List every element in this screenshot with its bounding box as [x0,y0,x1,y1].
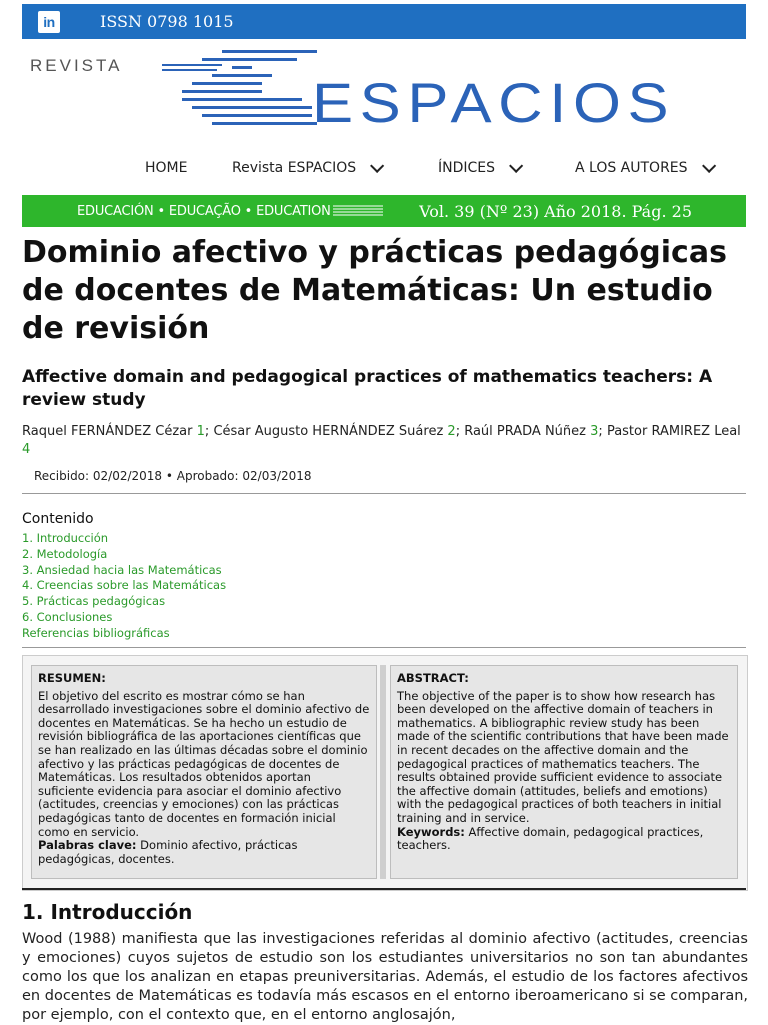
abstract-heading: ABSTRACT: [397,671,469,685]
abstract-keywords-label: Keywords: [397,824,465,839]
chevron-down-icon [702,159,716,173]
logo-revista-text: REVISTA [30,56,123,75]
logo-speed-lines-icon [162,48,322,138]
author-ref-link[interactable]: 4 [22,442,31,457]
resumen-panel [31,665,377,879]
section-label: EDUCACIÓN • EDUCAÇÃO • EDUCATION [77,203,331,219]
toc-title: Contenido [22,511,94,527]
nav-item-revista[interactable]: Revista ESPACIOS [232,160,380,176]
section-lines-icon [333,204,383,218]
divider [22,493,746,494]
main-nav [0,158,768,180]
abstract-text: The objective of the paper is to show how research has been developed on the affective domain of teachers in mathematics. A bibliographic review study has been made of the scientific contributions that have been made in recent decades on the affective domain and the pedagogical practices of mathematics teachers. The results obtained provide sufficient evidence to associate the affective domain (attitudes, beliefs and emotions) with the pedagogical practices of both teachers in initial training and in service. [397,688,729,825]
author-name: Raúl PRADA Núñez [464,424,586,439]
top-bar [22,4,746,39]
resumen-keywords-label: Palabras clave: [38,838,137,853]
author-name: Pastor RAMIREZ Leal [606,424,741,439]
author-ref-link[interactable]: 1 [196,424,205,439]
section-bar [22,195,746,227]
intro-heading: 1. Introducción [22,900,193,924]
panel-separator [380,665,386,879]
divider [22,647,746,648]
article-subtitle: Affective domain and pedagogical practices of mathematics teachers: A review study [22,367,713,410]
volume-label: Vol. 39 (Nº 23) Año 2018. Pág. 25 [419,201,692,221]
intro-paragraph: Wood (1988) manifiesta que las investigaciones referidas al dominio afectivo (actitudes, creencias y emociones) cuyos sujetos de estudio son los estudiantes universitarios no son tan abundantes como los que los analizan en etapas preuniversitarias. Además, el estudio de los factores afectivos en docentes de Matemáticas es todavía más escasos en el entorno iberoamericano si se comparan, por ejemplo, con el contexto que, en el entorno anglosajón, [22,931,748,1023]
abstract-panel [390,665,738,879]
author-list: Raquel FERNÁNDEZ Cézar 1; César Augusto HERNÁNDEZ Suárez 2; Raúl PRADA Núñez 3; Pastor RAMIREZ Leal 4 [22,424,741,457]
linkedin-icon[interactable]: in [38,11,60,33]
chevron-down-icon [509,159,523,173]
toc-link[interactable]: 4. Creencias sobre las Matemáticas [22,578,227,593]
resumen-heading: RESUMEN: [38,671,106,685]
toc-list [22,531,226,642]
nav-item-autores[interactable]: A LOS AUTORES [575,160,712,176]
abstract-keywords: Affective domain, pedagogical practices, teachers. [397,824,704,853]
toc-link[interactable]: 6. Conclusiones [22,609,113,624]
toc-link[interactable]: 5. Prácticas pedagógicas [22,594,166,609]
nav-item-home[interactable]: HOME [145,160,188,176]
resumen-keywords: Dominio afectivo, prácticas pedagógicas, docentes. [38,838,298,866]
resumen-text: El objetivo del escrito es mostrar cómo se han desarrollado investigaciones sobre el dominio afectivo de docentes en Matemáticas. Se ha hecho un estudio de revisión bibliográfica de las aportaciones científicas que se han realizado en las últimas décadas sobre el dominio afectivo y las prácticas pedagógicas de docentes de Matemáticas. Los resultados obtenidos aportan suficiente evidencia para asociar el dominio afectivo (actitudes, creencias y emociones) con las prácticas pedagógicas tanto de docentes en formación inicial como en servicio. [38,688,370,839]
site-logo[interactable] [22,44,746,144]
author-ref-link[interactable]: 3 [590,424,599,439]
issn-label: ISSN 0798 1015 [100,12,234,31]
toc-link[interactable]: 3. Ansiedad hacia las Matemáticas [22,562,222,577]
abstract-box [22,655,748,891]
toc-link[interactable]: Referencias bibliográficas [22,625,170,640]
author-ref-link[interactable]: 2 [447,424,456,439]
toc-link[interactable]: 2. Metodología [22,546,108,561]
chevron-down-icon [370,159,384,173]
article-dates: Recibido: 02/02/2018 • Aprobado: 02/03/2018 [34,469,312,483]
nav-item-indices[interactable]: ÍNDICES [438,160,519,176]
author-name: César Augusto HERNÁNDEZ Suárez [213,424,444,439]
logo-espacios-text: ESPACIOS [312,71,676,134]
article-title: Dominio afectivo y prácticas pedagógicas de docentes de Matemáticas: Un estudio de revisión [22,235,727,346]
toc-link[interactable]: 1. Introducción [22,531,109,545]
divider [22,888,746,890]
author-name: Raquel FERNÁNDEZ Cézar [22,424,193,439]
